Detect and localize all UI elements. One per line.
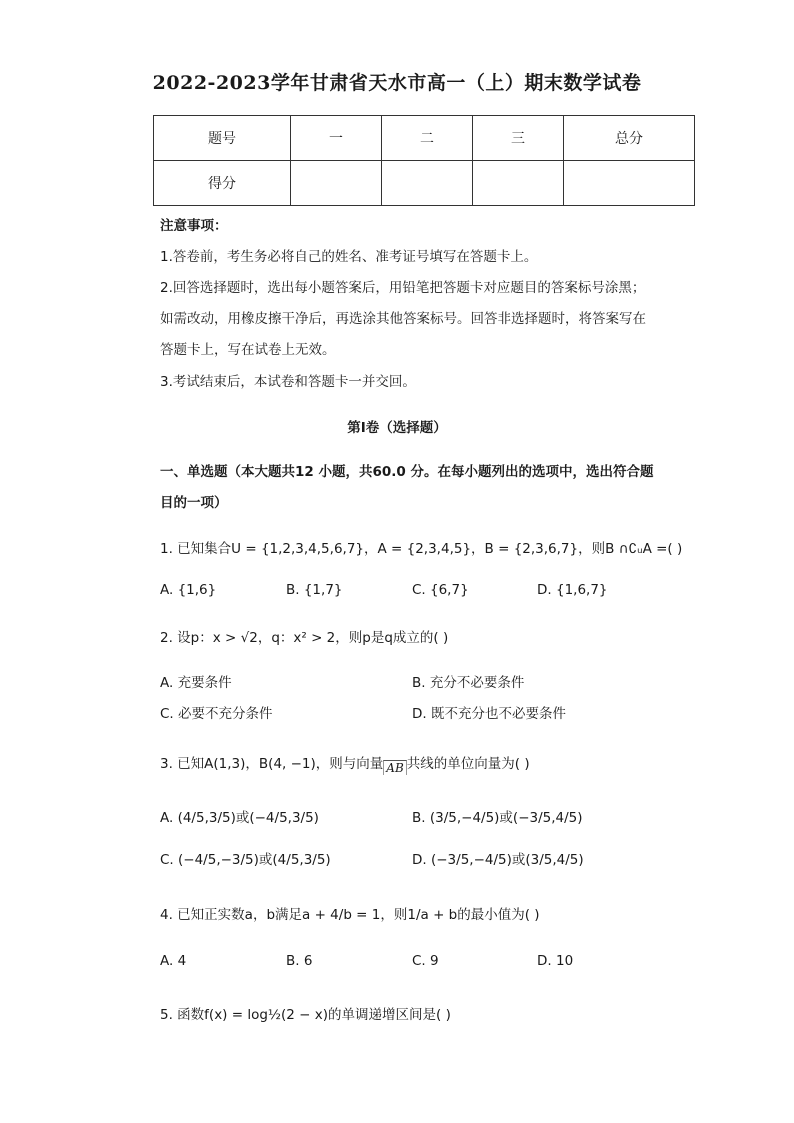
question-3-option-c: C. (−4/5,−3/5)或(4/5,3/5) — [160, 852, 331, 868]
notice-heading: 注意事项： — [160, 218, 228, 234]
question-1-option-a: A. {1,6} — [160, 582, 217, 598]
question-2-option-a: A. 充要条件 — [160, 675, 232, 691]
question-1-option-c: C. {6,7} — [412, 582, 469, 598]
question-3-option-b: B. (3/5,−4/5)或(−3/5,4/5) — [412, 810, 583, 826]
score-header-cell: 总分 — [564, 116, 695, 161]
score-header-cell: 二 — [382, 116, 473, 161]
question-1-option-b: B. {1,7} — [286, 582, 343, 598]
question-2-stem: 2. 设p：x > √2，q：x² > 2，则p是q成立的( ) — [160, 630, 449, 646]
notice-item: 1.答卷前，考生务必将自己的姓名、准考证号填写在答题卡上。 — [160, 249, 538, 265]
score-table-header-row — [154, 116, 695, 161]
question-4-option-d: D. 10 — [537, 953, 574, 969]
question-2-option-c: C. 必要不充分条件 — [160, 706, 273, 722]
question-4-option-a: A. 4 — [160, 953, 187, 969]
question-2-option-b: B. 充分不必要条件 — [412, 675, 525, 691]
score-cell[interactable] — [564, 161, 695, 206]
score-header-cell: 三 — [473, 116, 564, 161]
section-heading: 一、单选题（本大题共12 小题，共60.0 分。在每小题列出的选项中，选出符合题 — [160, 464, 654, 480]
score-table — [153, 115, 695, 206]
question-3-stem — [160, 752, 530, 775]
section-heading-cont: 目的一项） — [160, 495, 228, 511]
score-cell[interactable] — [473, 161, 564, 206]
notice-item: 答题卡上，写在试卷上无效。 — [160, 342, 336, 358]
question-4-option-b: B. 6 — [286, 953, 313, 969]
question-4-option-c: C. 9 — [412, 953, 439, 969]
notice-item: 2.回答选择题时，选出每小题答案后，用铅笔把答题卡对应题目的答案标号涂黑； — [160, 280, 646, 296]
score-header-cell: 题号 — [154, 116, 291, 161]
question-3-option-a: A. (4/5,3/5)或(−4/5,3/5) — [160, 810, 319, 826]
score-header-cell: 一 — [291, 116, 382, 161]
question-3-stem-post: 共线的单位向量为( ) — [406, 756, 530, 772]
score-table-score-row — [154, 161, 695, 206]
notice-item: 3.考试结束后，本试卷和答题卡一并交回。 — [160, 374, 416, 390]
question-1-stem: 1. 已知集合U = {1,2,3,4,5,6,7}，A = {2,3,4,5}，B = {2,3,6,7}，则B ∩∁ᵤA =( ) — [160, 541, 683, 557]
score-cell[interactable] — [382, 161, 473, 206]
question-3-option-d: D. (−3/5,−4/5)或(3/5,4/5) — [412, 852, 584, 868]
notice-item: 如需改动，用橡皮擦干净后，再选涂其他答案标号。回答非选择题时，将答案写在 — [160, 311, 646, 327]
question-5-stem: 5. 函数f(x) = log½(2 − x)的单调递增区间是( ) — [160, 1007, 451, 1023]
page-title: 2022-2023学年甘肃省天水市高一（上）期末数学试卷 — [152, 72, 642, 94]
vector-ab: AB — [383, 760, 406, 775]
score-row-label: 得分 — [154, 161, 291, 206]
part-heading: 第Ⅰ卷（选择题） — [347, 420, 447, 436]
question-1-option-d: D. {1,6,7} — [537, 582, 608, 598]
question-2-option-d: D. 既不充分也不必要条件 — [412, 706, 566, 722]
score-cell[interactable] — [291, 161, 382, 206]
question-3-stem-pre: 3. 已知A(1,3)，B(4, −1)，则与向量 — [160, 756, 384, 772]
question-4-stem: 4. 已知正实数a，b满足a + 4/b = 1，则1/a + b的最小值为( ) — [160, 907, 540, 923]
